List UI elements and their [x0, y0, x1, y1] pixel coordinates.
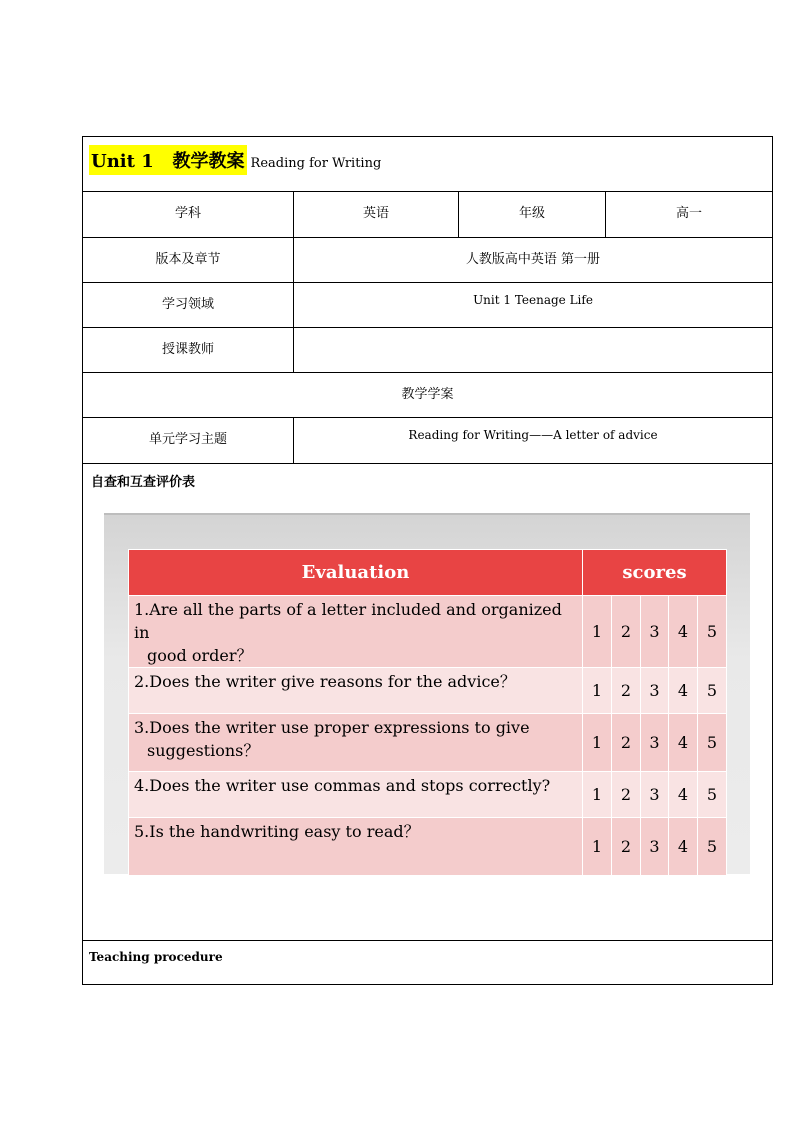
title-row — [83, 137, 772, 192]
grade-label: 年级 — [458, 192, 605, 237]
edition-label: 版本及章节 — [155, 252, 221, 267]
question-1: 1.Are all the parts of a letter included and organized in good order？ — [129, 596, 583, 668]
score-4: 4 — [669, 596, 698, 668]
grade-value: 高一 — [605, 192, 772, 237]
procedure-label: Teaching procedure — [89, 950, 223, 964]
score-5: 5 — [698, 714, 727, 772]
question-2: 2.Does the writer give reasons for the advice？ — [129, 668, 583, 714]
score-2: 2 — [612, 772, 641, 818]
evaluation-row-4 — [129, 772, 727, 818]
score-4: 4 — [669, 772, 698, 818]
score-5: 5 — [698, 668, 727, 714]
teacher-row — [83, 328, 772, 373]
score-2: 2 — [612, 818, 641, 876]
scores-header: scores — [583, 550, 727, 596]
title-highlight: Unit 1 教学教案 — [89, 145, 247, 175]
score-3: 3 — [641, 596, 669, 668]
score-3: 3 — [641, 668, 669, 714]
question-4: 4.Does the writer use commas and stops correctly? — [129, 772, 583, 818]
domain-row — [83, 283, 772, 328]
plan-header: 教学学案 — [401, 387, 454, 402]
question-3: 3.Does the writer use proper expressions to give suggestions？ — [129, 714, 583, 772]
score-1: 1 — [583, 596, 612, 668]
theme-row — [83, 418, 772, 464]
score-2: 2 — [612, 668, 641, 714]
score-2: 2 — [612, 596, 641, 668]
score-3: 3 — [641, 772, 669, 818]
evaluation-header-row — [129, 550, 727, 596]
score-4: 4 — [669, 818, 698, 876]
evaluation-table-image — [104, 513, 750, 874]
score-1: 1 — [583, 714, 612, 772]
score-1: 1 — [583, 772, 612, 818]
subject-row — [83, 192, 772, 238]
evaluation-row-3 — [129, 714, 727, 772]
score-4: 4 — [669, 714, 698, 772]
score-5: 5 — [698, 772, 727, 818]
score-3: 3 — [641, 714, 669, 772]
subject-value: 英语 — [293, 192, 458, 237]
subject-label: 学科 — [174, 206, 201, 221]
question-5: 5.Is the handwriting easy to read？ — [129, 818, 583, 876]
score-1: 1 — [583, 668, 612, 714]
evaluation-section-label: 自查和互查评价表 — [91, 475, 196, 490]
evaluation-row-1 — [129, 596, 727, 668]
document-title — [89, 145, 381, 175]
score-3: 3 — [641, 818, 669, 876]
score-5: 5 — [698, 818, 727, 876]
edition-value: 人教版高中英语 第一册 — [293, 238, 772, 282]
evaluation-table — [128, 549, 727, 876]
domain-value: Unit 1 Teenage Life — [293, 283, 772, 327]
plan-header-row — [83, 373, 772, 418]
edition-row — [83, 238, 772, 283]
teacher-value — [293, 328, 772, 372]
evaluation-header: Evaluation — [129, 550, 583, 596]
procedure-row — [83, 941, 772, 984]
evaluation-row-5 — [129, 818, 727, 876]
theme-value: Reading for Writing——A letter of advice — [293, 418, 772, 463]
score-1: 1 — [583, 818, 612, 876]
score-4: 4 — [669, 668, 698, 714]
teacher-label: 授课教师 — [161, 342, 214, 357]
theme-label: 单元学习主题 — [148, 432, 227, 447]
score-5: 5 — [698, 596, 727, 668]
domain-label: 学习领域 — [161, 297, 214, 312]
score-2: 2 — [612, 714, 641, 772]
evaluation-row-2 — [129, 668, 727, 714]
title-subtitle: Reading for Writing — [250, 156, 382, 171]
